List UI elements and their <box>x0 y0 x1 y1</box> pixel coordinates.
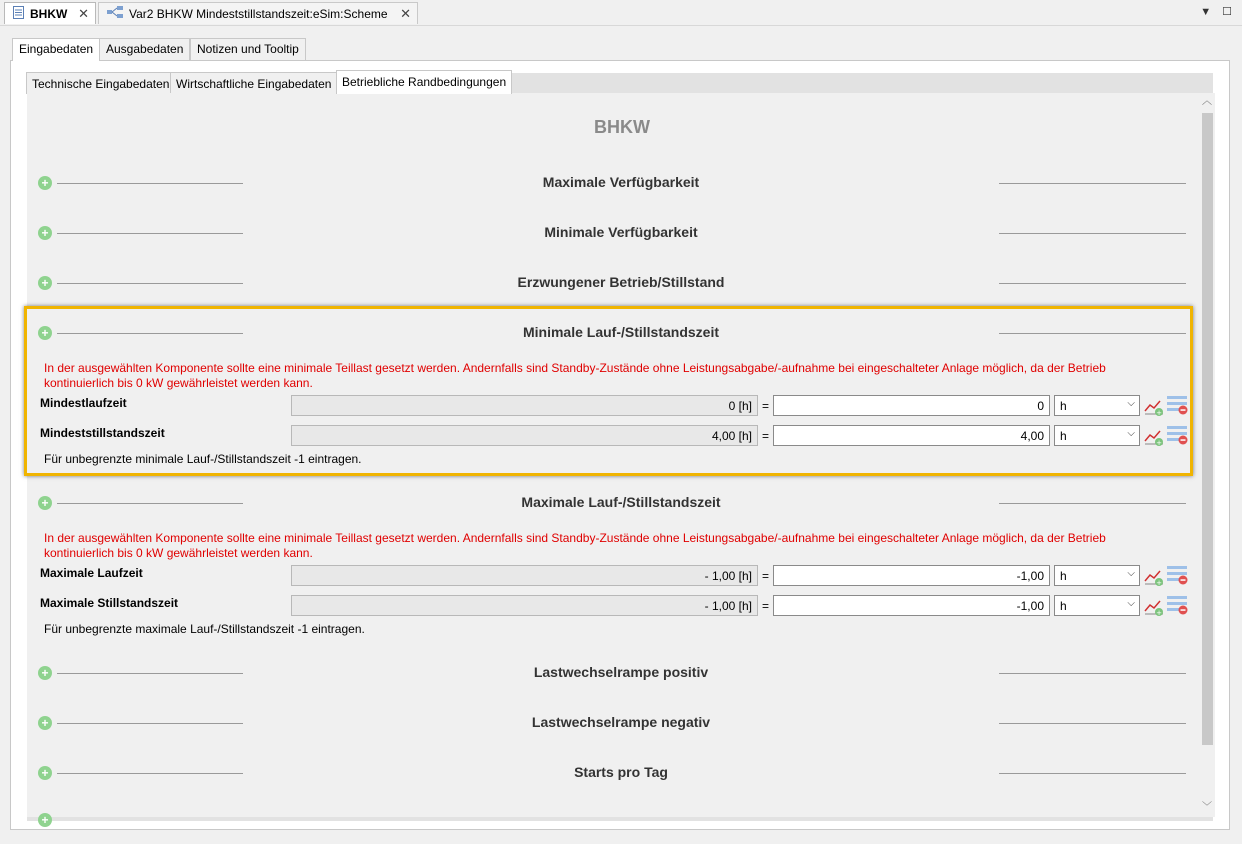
expand-plus-icon[interactable]: + <box>38 716 52 730</box>
section-title: Lastwechselrampe positiv <box>533 664 709 680</box>
chevron-down-icon: ⌵ <box>1127 428 1135 439</box>
editor-tab-bhkw[interactable] <box>4 2 96 24</box>
divider <box>57 183 243 184</box>
mindeststillstandszeit-input[interactable]: 4,00 <box>773 425 1050 446</box>
expand-plus-icon[interactable]: + <box>38 226 52 240</box>
list-remove-icon[interactable] <box>1166 565 1188 585</box>
view-menu-icons[interactable]: ▼ ☐ <box>1200 6 1236 18</box>
document-icon <box>13 6 24 22</box>
scroll-down-arrow-icon[interactable]: ﹀ <box>1202 802 1212 813</box>
equals-sign: = <box>762 569 770 583</box>
chart-add-icon[interactable] <box>1144 397 1164 417</box>
divider <box>57 283 243 284</box>
maximale-laufzeit-input[interactable]: -1,00 <box>773 565 1050 586</box>
editor-tab-label: Var2 BHKW Mindeststillstandszeit:eSim:Scheme <box>129 6 388 21</box>
expand-plus-icon[interactable]: + <box>38 326 52 340</box>
svg-text:+: + <box>1156 439 1162 447</box>
unit-select[interactable] <box>1054 395 1140 416</box>
chart-add-icon[interactable] <box>1144 567 1164 587</box>
list-remove-icon[interactable] <box>1166 395 1188 415</box>
section-title: Maximale Verfügbarkeit <box>542 174 700 190</box>
chart-add-icon[interactable] <box>1144 427 1164 447</box>
close-icon[interactable]: ✕ <box>78 6 89 21</box>
section-title: Lastwechselrampe negativ <box>531 714 711 730</box>
section-lastwechselrampe-positiv[interactable] <box>27 663 1199 683</box>
divider <box>57 503 243 504</box>
tab-notizen[interactable]: Notizen und Tooltip <box>190 38 306 60</box>
divider <box>999 503 1186 504</box>
expand-plus-icon[interactable]: + <box>38 766 52 780</box>
divider <box>57 723 243 724</box>
scheme-icon <box>107 6 123 21</box>
unit-select[interactable] <box>1054 425 1140 446</box>
divider <box>999 333 1186 334</box>
tab-technische-eingabedaten[interactable]: Technische Eingabedaten <box>26 72 175 94</box>
equals-sign: = <box>762 599 770 613</box>
svg-text:+: + <box>1156 409 1162 417</box>
divider <box>999 723 1186 724</box>
editor-tab-bar <box>0 0 1242 26</box>
section-title: Erzwungener Betrieb/Stillstand <box>517 274 725 290</box>
list-remove-icon[interactable] <box>1166 425 1188 445</box>
field-label: Maximale Stillstandszeit <box>40 596 179 610</box>
readonly-value: 4,00 [h] <box>291 425 758 446</box>
vertical-scrollbar[interactable] <box>1199 93 1215 817</box>
field-label: Mindestlaufzeit <box>40 396 127 410</box>
page-title: BHKW <box>594 117 650 137</box>
field-label: Mindeststillstandszeit <box>40 426 165 440</box>
section-minimale-verfuegbarkeit[interactable] <box>27 223 1199 243</box>
section-title: Minimale Verfügbarkeit <box>544 224 698 240</box>
expand-plus-icon[interactable]: + <box>38 176 52 190</box>
svg-text:+: + <box>1156 609 1162 617</box>
divider <box>57 673 243 674</box>
section-maximale-lauf-stillstandszeit[interactable] <box>27 493 1199 513</box>
field-label: Maximale Laufzeit <box>40 566 143 580</box>
warning-text: In der ausgewählten Komponente sollte eine minimale Teillast gesetzt werden. Andernfalls sind Standby-Zustände ohne Leistungsabgabe/-aufnahme bei eingeschalteter Anlage möglich, da der Betrieb kontinuierlich bis 0 kW gewährleistet werden kann. <box>44 361 1106 390</box>
section-minimale-lauf-stillstandszeit[interactable] <box>27 323 1199 343</box>
chevron-down-icon: ⌵ <box>1127 398 1135 409</box>
warning-text: In der ausgewählten Komponente sollte eine minimale Teillast gesetzt werden. Andernfalls sind Standby-Zustände ohne Leistungsabgabe/-aufnahme bei eingeschalteter Anlage möglich, da der Betrieb kontinuierlich bis 0 kW gewährleistet werden kann. <box>44 531 1106 560</box>
scroll-thumb[interactable] <box>1202 113 1213 745</box>
expand-plus-icon[interactable]: + <box>38 276 52 290</box>
maximale-stillstandszeit-input[interactable]: -1,00 <box>773 595 1050 616</box>
section-starts-pro-tag[interactable] <box>27 763 1199 783</box>
readonly-value: - 1,00 [h] <box>291 565 758 586</box>
expand-plus-icon[interactable]: + <box>38 666 52 680</box>
divider <box>999 183 1186 184</box>
list-remove-icon[interactable] <box>1166 595 1188 615</box>
divider <box>57 233 243 234</box>
chevron-down-icon: ⌵ <box>1127 598 1135 609</box>
divider <box>999 283 1186 284</box>
chevron-down-icon: ⌵ <box>1127 568 1135 579</box>
tab-betriebliche-randbedingungen[interactable]: Betriebliche Randbedingungen <box>336 70 512 94</box>
section-title: Starts pro Tag <box>574 764 668 780</box>
chart-add-icon[interactable] <box>1144 597 1164 617</box>
divider <box>57 333 243 334</box>
hint-text: Für unbegrenzte maximale Lauf-/Stillstandszeit -1 eintragen. <box>44 622 365 636</box>
tab-eingabedaten[interactable]: Eingabedaten <box>12 38 100 61</box>
unit-select[interactable] <box>1054 595 1140 616</box>
unit-value: h <box>1060 599 1067 613</box>
section-title: Maximale Lauf-/Stillstandszeit <box>521 494 721 510</box>
section-title: Minimale Lauf-/Stillstandszeit <box>522 324 720 340</box>
divider <box>999 673 1186 674</box>
section-erzwungener-betrieb[interactable] <box>27 273 1199 293</box>
expand-plus-icon[interactable]: + <box>38 813 52 827</box>
unit-value: h <box>1060 429 1067 443</box>
svg-text:+: + <box>1156 579 1162 587</box>
hint-text: Für unbegrenzte minimale Lauf-/Stillstandszeit -1 eintragen. <box>44 452 362 466</box>
readonly-value: - 1,00 [h] <box>291 595 758 616</box>
divider <box>57 773 243 774</box>
expand-plus-icon[interactable]: + <box>38 496 52 510</box>
equals-sign: = <box>762 399 770 413</box>
mindestlaufzeit-input[interactable]: 0 <box>773 395 1050 416</box>
unit-value: h <box>1060 569 1067 583</box>
unit-value: h <box>1060 399 1067 413</box>
editor-tab-label: BHKW <box>30 6 68 21</box>
editor-tab-scheme[interactable] <box>98 2 418 24</box>
scroll-up-arrow-icon[interactable]: ︿ <box>1202 96 1212 107</box>
section-lastwechselrampe-negativ[interactable] <box>27 713 1199 733</box>
content-area <box>27 93 1199 827</box>
equals-sign: = <box>762 429 770 443</box>
tab-ausgabedaten[interactable]: Ausgabedaten <box>99 38 190 60</box>
unit-select[interactable] <box>1054 565 1140 586</box>
readonly-value: 0 [h] <box>291 395 758 416</box>
tab-wirtschaftliche-eingabedaten[interactable]: Wirtschaftliche Eingabedaten <box>170 72 337 94</box>
close-icon[interactable]: ✕ <box>400 6 411 21</box>
section-maximale-verfuegbarkeit[interactable] <box>27 173 1199 193</box>
divider <box>999 773 1186 774</box>
divider <box>999 233 1186 234</box>
